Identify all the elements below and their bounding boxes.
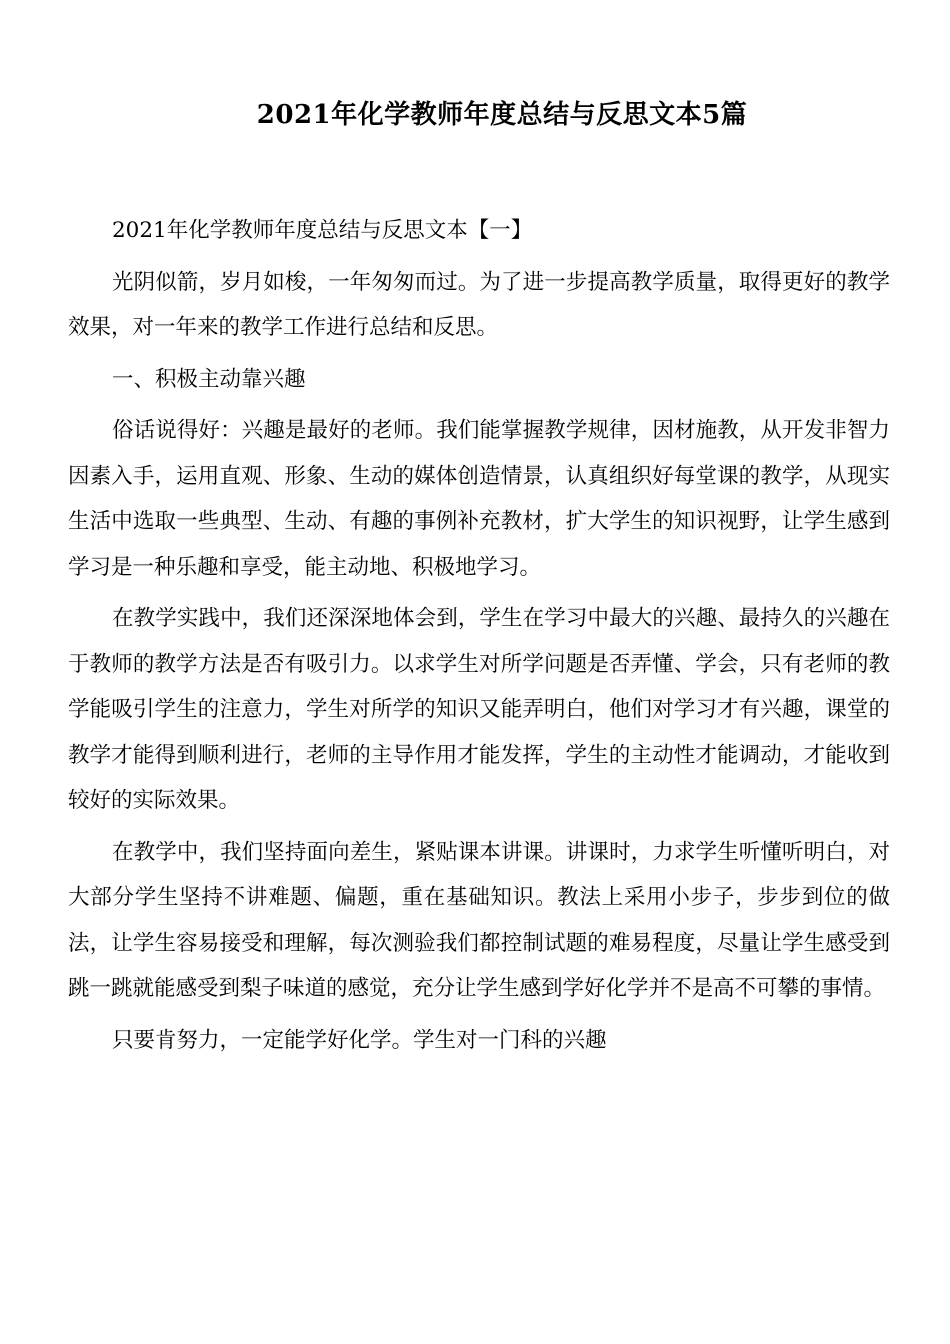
paragraph: 在教学中，我们坚持面向差生，紧贴课本讲课。讲课时，力求学生听懂听明白，对大部分学生坚持不讲难题、偏题，重在基础知识。教法上采用小步子，步步到位的做法，让学生容易接受和理解，每次测验我们都控制试题的难易程度，尽量让学生感受到跳一跳就能感受到梨子味道的感觉，充分让学生感到学好化学并不是高不可攀的事情。: [68, 839, 890, 1001]
paragraph: 俗话说得好：兴趣是最好的老师。我们能掌握教学规律，因材施教，从开发非智力因素入手，运用直观、形象、生动的媒体创造情景，认真组织好每堂课的教学，从现实生活中选取一些典型、生动、有趣的事例补充教材，扩大学生的知识视野，让学生感到学习是一种乐趣和享受，能主动地、积极地学习。: [68, 418, 890, 580]
paragraph: 只要肯努力，一定能学好化学。学生对一门科的兴趣: [112, 1027, 607, 1053]
subsection-heading: 一、积极主动靠兴趣: [112, 366, 306, 392]
paragraph: 光阴似箭，岁月如梭，一年匆匆而过。为了进一步提高教学质量，取得更好的教学效果，对一年来的教学工作进行总结和反思。: [68, 269, 890, 340]
document-title: 2021年化学教师年度总结与反思文本5篇: [256, 100, 748, 130]
document-body: [68, 208, 890, 1063]
paragraph: 在教学实践中，我们还深深地体会到，学生在学习中最大的兴趣、最持久的兴趣在于教师的教学方法是否有吸引力。以求学生对所学问题是否弄懂、学会，只有老师的教学能吸引学生的注意力，学生对所学的知识又能弄明白，他们对学习才有兴趣，课堂的教学才能得到顺利进行，老师的主导作用才能发挥，学生的主动性才能调动，才能收到较好的实际效果。: [68, 606, 890, 813]
section-heading: 2021年化学教师年度总结与反思文本【一】: [112, 218, 533, 243]
